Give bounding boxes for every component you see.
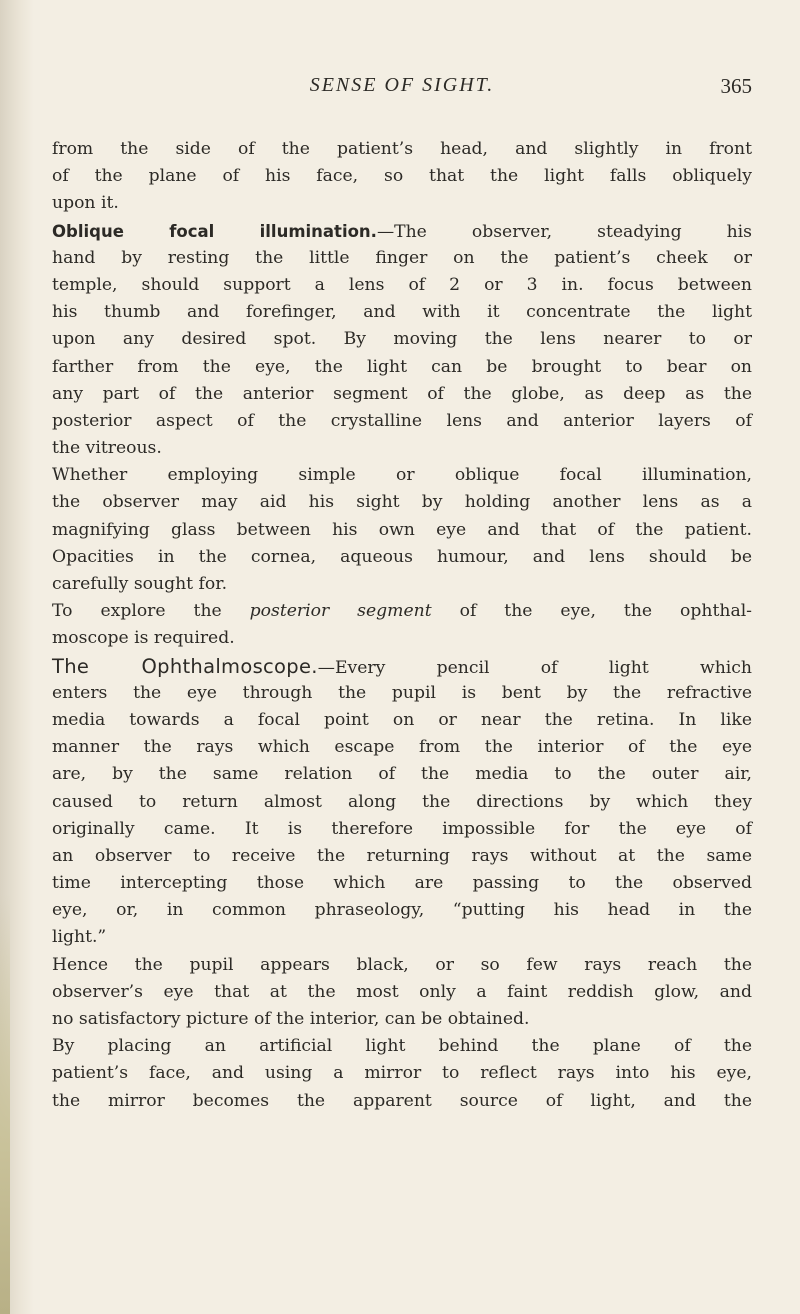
text-line: time intercepting those which are passing to the observed xyxy=(52,873,752,894)
text-line: patient’s face, and using a mirror to reflect rays into his eye, xyxy=(52,1063,752,1084)
text-line: enters the eye through the pupil is bent by the refractive xyxy=(52,682,752,703)
text-line: Oblique focal illumination.—The observer, steadying his xyxy=(52,221,752,242)
text-line: his thumb and forefinger, and with it concentrate the light xyxy=(52,302,752,323)
text-line: By placing an artificial light behind the plane of the xyxy=(52,1036,752,1057)
text-line: hand by resting the little finger on the patient’s cheek or xyxy=(52,247,752,268)
text-line: media towards a focal point on or near the retina. In like xyxy=(52,709,752,730)
text-line: no satisfactory picture of the interior, can be obtained. xyxy=(52,1009,530,1029)
text-line: are, by the same relation of the media to the outer air, xyxy=(52,764,752,785)
text-line: any part of the anterior segment of the globe, as deep as the xyxy=(52,383,752,404)
text-line: upon any desired spot. By moving the lens nearer to or xyxy=(52,329,752,350)
page-number: 365 xyxy=(720,74,752,98)
text-line: the observer may aid his sight by holding another lens as a xyxy=(52,492,752,513)
page-header xyxy=(52,74,752,104)
page-edge-stain xyxy=(0,894,10,1314)
text-line: farther from the eye, the light can be brought to bear on xyxy=(52,356,752,377)
text-line: Whether employing simple or oblique focal illumination, xyxy=(52,465,752,486)
text-line: magnifying glass between his own eye and that of the patient. xyxy=(52,519,752,540)
text-line: eye, or, in common phraseology, “putting his head in the xyxy=(52,900,752,921)
text-line: Hence the pupil appears black, or so few rays reach the xyxy=(52,954,752,975)
text-line: Opacities in the cornea, aqueous humour, and lens should be xyxy=(52,546,752,567)
emphasis-posterior-segment: posterior segment xyxy=(249,601,432,622)
text-line: To explore the posterior segment of the eye, the ophthal- xyxy=(52,601,752,622)
text-line: an observer to receive the returning rays without at the same xyxy=(52,845,752,866)
text-line: manner the rays which escape from the interior of the eye xyxy=(52,737,752,758)
page-body xyxy=(52,136,752,1115)
text-line: from the side of the patient’s head, and slightly in front xyxy=(52,139,752,159)
text-line: originally came. It is therefore impossible for the eye of xyxy=(52,818,752,839)
section-heading-ophthalmoscope: The Ophthalmoscope. xyxy=(52,654,318,678)
text-line: caused to return almost along the directions by which they xyxy=(52,791,752,812)
section-heading-oblique: Oblique focal illumination. xyxy=(52,221,377,241)
text-line: temple, should support a lens of 2 or 3 in. focus between xyxy=(52,274,752,295)
running-head: SENSE OF SIGHT. xyxy=(309,74,495,96)
text-line: upon it. xyxy=(52,193,119,214)
text-line: carefully sought for. xyxy=(52,574,228,594)
text-line: of the plane of his face, so that the light falls obliquely xyxy=(52,166,752,187)
text-line: observer’s eye that at the most only a faint reddish glow, and xyxy=(52,981,752,1002)
text-line: moscope is required. xyxy=(52,628,235,649)
text-line: the vitreous. xyxy=(52,438,162,459)
text-line: posterior aspect of the crystalline lens and anterior layers of xyxy=(52,410,752,431)
text-line: the mirror becomes the apparent source of light, and the xyxy=(52,1090,752,1111)
text-line: The Ophthalmoscope.—Every pencil of light which xyxy=(52,654,752,678)
text-line: light.” xyxy=(52,927,107,948)
